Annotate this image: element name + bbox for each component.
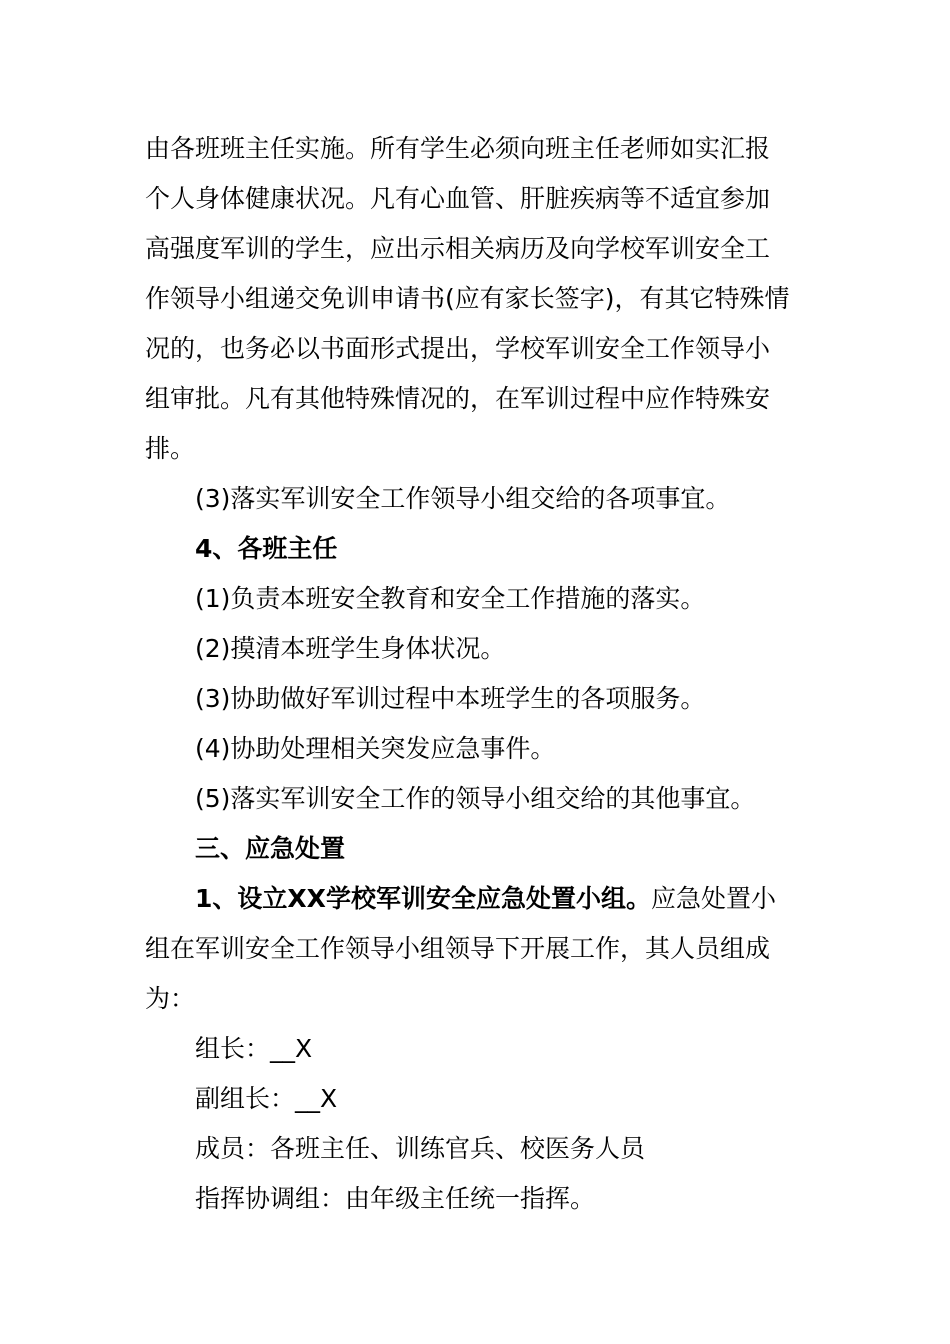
paragraph-line: 高强度军训的学生，应出示相关病历及向学校军训安全工: [145, 234, 771, 263]
list-item: (3)协助做好军训过程中本班学生的各项服务。: [195, 684, 706, 713]
list-item: (2)摸清本班学生身体状况。: [195, 634, 506, 663]
paragraph-line: 况的，也务必以书面形式提出，学校军训安全工作领导小: [145, 334, 771, 363]
role-line: 指挥协调组：由年级主任统一指挥。: [195, 1184, 596, 1213]
paragraph-line: 作领导小组递交免训申请书(应有家长签字)，有其它特殊情: [145, 284, 790, 313]
role-line: 成员：各班主任、训练官兵、校医务人员: [195, 1134, 646, 1163]
paragraph-line: 由各班班主任实施。所有学生必须向班主任老师如实汇报: [145, 134, 771, 163]
section-heading: 4、各班主任: [195, 534, 338, 563]
chapter-heading: 三、应急处置: [195, 834, 346, 863]
list-item: (1)负责本班安全教育和安全工作措施的落实。: [195, 584, 706, 613]
section-1-line: [145, 874, 809, 924]
paragraph-line: 排。: [145, 434, 196, 463]
list-item: (5)落实军训安全工作的领导小组交给的其他事宜。: [195, 784, 756, 813]
section-1-text: 应急处置小: [650, 884, 776, 913]
section-1-title: 1、设立XX学校军训安全应急处置小组。: [195, 884, 651, 913]
role-line: 组长：__X: [195, 1034, 313, 1063]
role-line: 副组长：__X: [195, 1084, 338, 1113]
paragraph-line: 组审批。凡有其他特殊情况的，在军训过程中应作特殊安: [145, 384, 771, 413]
list-item: (3)落实军训安全工作领导小组交给的各项事宜。: [195, 484, 731, 513]
paragraph-line: 组在军训安全工作领导小组领导下开展工作，其人员组成: [145, 934, 771, 963]
document-body: [145, 124, 809, 1224]
paragraph-line: 个人身体健康状况。凡有心血管、肝脏疾病等不适宜参加: [145, 184, 771, 213]
paragraph-line: 为：: [145, 984, 196, 1013]
list-item: (4)协助处理相关突发应急事件。: [195, 734, 556, 763]
